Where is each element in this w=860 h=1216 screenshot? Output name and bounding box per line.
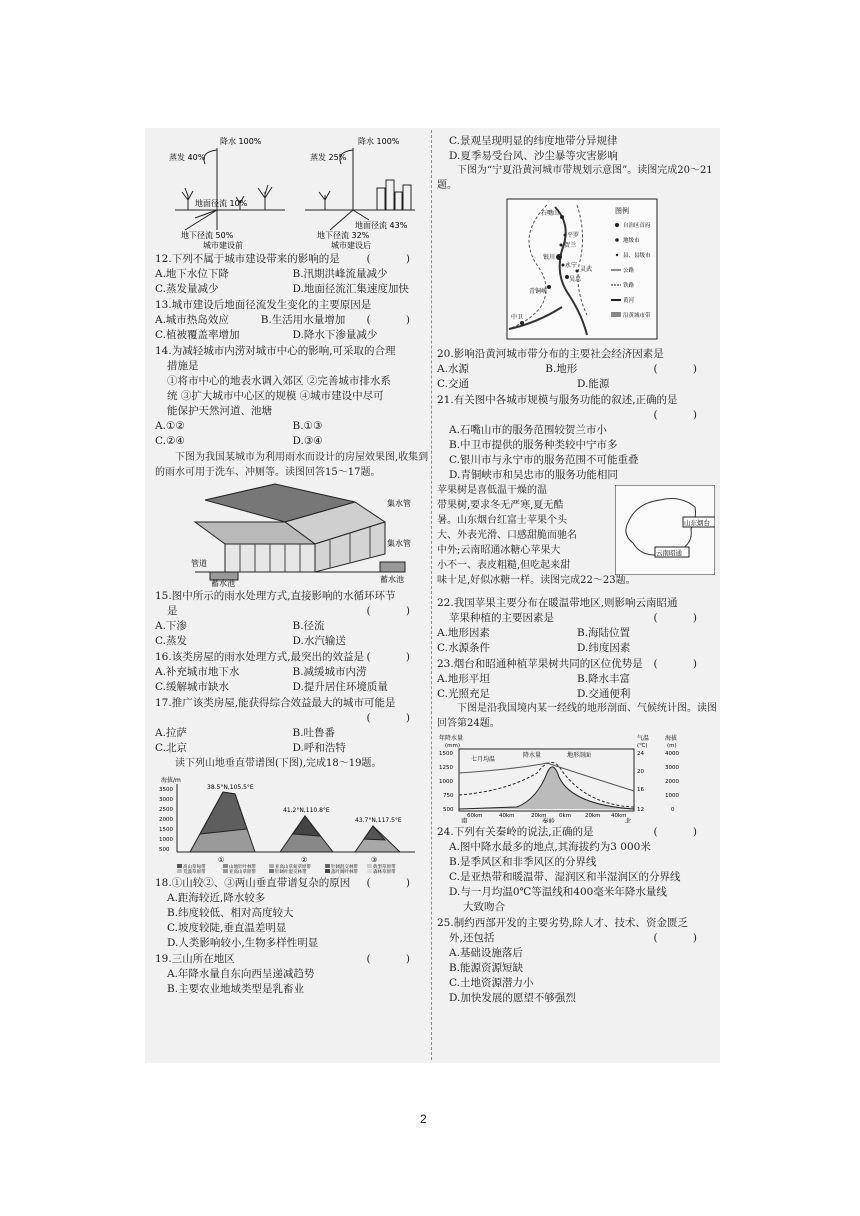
mount-legend-2: 亚高山草甸草原带 — [275, 864, 311, 870]
q21-stem: 21.有关图中各城市规模与服务功能的叙述,正确的是 — [437, 394, 678, 406]
mount-legend-5: 荒漠草原带 — [183, 869, 206, 874]
profile-rt1-2: 16 — [637, 787, 644, 793]
q16-options-row1 — [155, 665, 430, 680]
q20-option-c[interactable]: C.交通 — [437, 378, 469, 390]
map-legend-county: 县、县级市 — [623, 253, 651, 259]
map-city-lingwu: 灵武 — [580, 266, 593, 273]
label-tank-1: 蓄水池 — [211, 579, 235, 587]
q20-stem: 20.影响沿黄河城市带分布的主要社会经济因素是 ( ) — [437, 348, 713, 375]
mount-tick-4: 1500 — [159, 826, 173, 833]
profile-legend-terrain: 地形剖面 — [567, 752, 592, 759]
q20-option-d[interactable]: D.能源 — [577, 378, 610, 390]
q13-stem: 13.城市建设后地面径流发生变化的主要原因是 ( ) — [155, 299, 426, 326]
q18-option-a[interactable]: A.距海较近,降水较多 — [167, 891, 266, 904]
before-precip: 降水 100% — [220, 137, 262, 146]
q17-option-c[interactable]: C.北京 — [155, 742, 187, 754]
house-figure — [155, 482, 430, 587]
mount-legend-1: 山地针叶林带 — [229, 864, 256, 870]
profile-lt-0: 1500 — [439, 751, 453, 757]
q21-paren-line: ( ) — [653, 409, 713, 421]
q15-option-a[interactable]: A.下渗 — [155, 620, 187, 632]
q17-option-d[interactable]: D.呼和浩特 — [292, 742, 346, 754]
intro-18-19: 读下列山地垂直带谱图(下图),完成18～19题。 — [175, 758, 382, 769]
profile-elev-axis-unit: (m) — [667, 743, 677, 749]
profile-lt-3: 750 — [443, 793, 454, 799]
q24-option-d-cont: 大致吻合 — [463, 901, 505, 913]
q19-option-a[interactable]: A.年降水量自东向西呈递减趋势 — [167, 967, 315, 980]
apple-passage — [437, 483, 636, 588]
q12-stem: 12.下列不属于城市建设带来的影响的是 ( ) — [155, 253, 426, 265]
q20-option-b[interactable]: B.地形 — [545, 363, 578, 375]
mount-2-number: ② — [301, 855, 308, 864]
ningxia-map-figure — [437, 195, 717, 345]
q15-options-row2 — [155, 634, 430, 649]
q12-option-c[interactable]: C.蒸发量减少 — [155, 283, 219, 295]
q12-option-a[interactable]: A.地下水位下降 — [155, 268, 229, 280]
q21-option-c[interactable]: C.银川市与永宁市的服务范围不可能重叠 — [449, 454, 639, 466]
mount-tick-3: 2000 — [159, 816, 173, 823]
q22-options-row1 — [437, 626, 717, 641]
intro-20-21: 下图为“宁夏沿黄河城市带规划示意图”。读图完成20～21题。 — [437, 165, 713, 191]
map-city-yinchuan: 银川 — [543, 254, 556, 261]
q15-stem: 15.图中所示的雨水处理方式,直接影响的水循环环节 — [155, 590, 396, 602]
q14-option-b[interactable]: B.①③ — [292, 420, 323, 432]
mount-yaxis-label: 海拔/m — [161, 776, 181, 784]
q17-option-a[interactable]: A.拉萨 — [155, 727, 187, 739]
q13-options-row1 — [155, 313, 366, 328]
q15-stem-cont: 是 ( ) — [167, 605, 426, 617]
mount-tick-0: 3500 — [159, 786, 173, 793]
q17-options-row1 — [155, 726, 430, 741]
q23-options-row1 — [437, 672, 717, 687]
profile-xb-3: 0km — [559, 813, 572, 819]
q17-stem: 17.推广该类房屋,能获得综合效益最大的城市可能是 — [155, 697, 396, 709]
q22-stem: 22.我国苹果主要分布在暖温带地区,则影响云南昭通 — [437, 597, 678, 609]
after-ground: 地下径流 32% — [317, 231, 370, 240]
apple-line-1: 带果树,要求冬无严寒,夏无酷 — [437, 500, 564, 511]
profile-qinling: 秦岭 — [542, 817, 555, 823]
mount-legend-9: 森林草原带 — [373, 869, 396, 874]
q12-option-d[interactable]: D.地面径流汇集速度加快 — [292, 283, 409, 295]
q23-option-a[interactable]: A.地形平坦 — [437, 673, 490, 685]
mount-legend-6: 亚高山草原带 — [229, 869, 256, 874]
mount-legend-8: 落叶阔叶林带 — [331, 869, 358, 874]
mount-legend-3: 针阔混交林带 — [331, 864, 358, 870]
profile-rt2-1: 3000 — [665, 765, 679, 771]
mount-3-coords: 43.7°N,117.5°E — [355, 816, 402, 824]
q23-option-b[interactable]: B.降水丰富 — [577, 673, 631, 685]
q23-options-row2 — [437, 687, 717, 702]
city-water-diagram — [155, 130, 430, 250]
map-city-qingtongxia: 青铜峡 — [529, 288, 548, 295]
q16-option-b[interactable]: B.减缓城市内涝 — [292, 666, 367, 678]
qinling-profile-chart — [437, 733, 717, 823]
profile-lt-2: 1000 — [439, 779, 453, 785]
q22-option-d[interactable]: D.纬度因素 — [577, 642, 631, 654]
profile-rt2-2: 2000 — [665, 779, 679, 785]
page-number: 2 — [420, 1112, 427, 1126]
q17-options-row2 — [155, 741, 430, 756]
q20-options-row2 — [437, 377, 717, 392]
q12-options-row1 — [155, 267, 430, 282]
q24-option-c[interactable]: C.是亚热带和暖温带、湿润区和半湿润区的分界线 — [449, 871, 681, 883]
q12-options-row2 — [155, 282, 430, 297]
q16-options-row2 — [155, 680, 430, 695]
q23-stem: 23.烟台和昭通种植苹果树共同的区位优势是 ( ) — [437, 658, 713, 670]
column-divider — [431, 130, 432, 1060]
profile-xb-1: 40km — [499, 813, 515, 819]
left-column — [155, 128, 430, 997]
apple-line-3: 大、外表光滑、口感甜脆而驰名 — [437, 530, 577, 541]
profile-left-axis-title: 年降水量 — [439, 735, 464, 742]
mount-legend-7: 针阔叶混交林带 — [275, 869, 307, 874]
map-legend-river: 黄河 — [623, 298, 635, 304]
map-city-helan: 贺兰 — [564, 242, 577, 249]
china-map — [615, 485, 715, 575]
profile-rt1-0: 24 — [637, 751, 644, 757]
mount-1-number: ① — [218, 855, 225, 864]
q15-option-c[interactable]: C.蒸发 — [155, 635, 187, 647]
q15-option-d[interactable]: D.水汽输送 — [292, 635, 346, 647]
profile-temp-axis-unit: (℃) — [637, 743, 648, 749]
mountain-figure — [155, 774, 430, 874]
map-legend-belt: 沿黄城市带 — [623, 313, 651, 319]
profile-rt2-4: 0 — [671, 807, 675, 813]
q25-option-b[interactable]: B.能源资源短缺 — [449, 962, 524, 974]
mount-1-coords: 38.5°N,105.5°E — [207, 783, 254, 791]
q14-options-row2 — [155, 434, 430, 449]
label-collect-pipe-1: 集水管 — [387, 499, 411, 508]
q22-option-c[interactable]: C.水源条件 — [437, 642, 490, 654]
apple-line-5: 小不一、表皮粗糙,但吃起来甜 — [437, 560, 571, 571]
q21-option-a[interactable]: A.石嘴山市的服务范围较贺兰市小 — [449, 424, 607, 436]
mountain-zonation-diagram — [155, 774, 430, 874]
q13-option-a[interactable]: A.城市热岛效应 — [155, 314, 229, 326]
q25-stem-cont: 外,还包括 ( ) — [449, 932, 713, 944]
profile-south: 南 — [461, 817, 468, 823]
q19-option-c[interactable]: C.景观呈现明显的纬度地带分异规律 — [449, 135, 618, 147]
profile-lt-1: 1250 — [439, 765, 453, 771]
apple-line-4: 中外;云南昭通冰糖心苹果大 — [437, 545, 561, 556]
q24-option-b[interactable]: B.是季风区和非季风区的分界线 — [449, 856, 597, 868]
profile-rt2-0: 4000 — [665, 751, 679, 757]
apple-section — [437, 483, 717, 595]
right-column — [437, 128, 717, 1006]
label-shandong-yantai: 山东烟台 — [684, 519, 710, 527]
q15-options-row1 — [155, 619, 430, 634]
q14-item-line2: 统 ③扩大城市中心区的规模 ④城市建设中尽可 — [167, 390, 384, 402]
q25-option-c[interactable]: C.土地资源潜力小 — [449, 977, 534, 989]
label-pipe: 管道 — [191, 559, 207, 568]
q22-option-b[interactable]: B.海陆位置 — [577, 627, 631, 639]
profile-xb-4: 20km — [585, 813, 601, 819]
map-legend-road: 公路 — [623, 268, 635, 274]
mount-legend-0: 高山草甸带 — [183, 864, 206, 870]
mount-tick-6: 500 — [159, 846, 170, 853]
q14-option-c[interactable]: C.②④ — [155, 435, 185, 447]
apple-line-6: 味十足,好似冰糖一样。读图完成22～23题。 — [437, 575, 636, 586]
q19-stem: 19.三山所在地区 ( ) — [155, 952, 426, 965]
q15-option-b[interactable]: B.径流 — [292, 620, 325, 632]
intro-24: 下图是沿我国境内某一经线的地形剖面、气候统计图。读图回答第24题。 — [437, 703, 717, 729]
map-city-yongning: 永宁 — [565, 262, 578, 269]
apple-line-2: 暑。山东烟台红富士苹果个头 — [437, 515, 567, 526]
q18-option-d[interactable]: D.人类影响较小,生物多样性明显 — [167, 936, 319, 949]
q18-stem: 18.①山较②、③两山垂直带谱复杂的原因 ( ) — [155, 876, 426, 889]
after-surface: 地面径流 43% — [355, 221, 408, 230]
q24-option-d[interactable]: D.与一月均温0℃等温线和400毫米年降水量线 — [449, 886, 667, 898]
mount-tick-1: 3000 — [159, 796, 173, 803]
mount-2-coords: 41.2°N,110.8°E — [283, 806, 330, 814]
q14-options-row1 — [155, 419, 430, 434]
mount-tick-5: 1000 — [159, 836, 173, 843]
q20-options-row1 — [437, 362, 653, 377]
profile-figure — [437, 733, 717, 823]
q12-option-b[interactable]: B.汛期洪峰流量减少 — [292, 268, 388, 280]
map-legend-capital: 自治区首府 — [623, 223, 651, 229]
q24-option-a[interactable]: A.图中降水最多的地点,其海拔约为3 000米 — [449, 841, 651, 853]
q18-option-c[interactable]: C.坡度较陡,垂直温差明显 — [167, 921, 287, 934]
map-city-shizuishan: 石嘴山 — [541, 210, 560, 217]
q13-options-row2 — [155, 328, 430, 343]
profile-xb-0: 60km — [467, 813, 483, 819]
q25-option-a[interactable]: A.基础设施落后 — [449, 947, 523, 959]
q14-stem: 14.为减轻城市内涝对城市中心的影响,可采取的合理 — [155, 345, 396, 357]
map-city-zhongwei: 中卫 — [511, 314, 524, 321]
profile-rt1-3: 12 — [637, 807, 644, 813]
q20-option-a[interactable]: A.水源 — [437, 363, 469, 375]
mount-3-number: ③ — [371, 855, 378, 864]
profile-temp-axis-title: 气温 — [637, 735, 650, 742]
profile-xb-5: 40km — [611, 813, 627, 819]
after-evap: 蒸发 25% — [310, 153, 347, 162]
q16-option-c[interactable]: C.缓解城市缺水 — [155, 681, 229, 693]
label-yunnan-zhaotong: 云南昭通 — [656, 549, 682, 557]
profile-left-axis-unit: (mm) — [445, 743, 461, 749]
before-caption: 城市建设前 — [203, 241, 243, 250]
q23-option-d[interactable]: D.交通便利 — [577, 688, 631, 700]
after-precip: 降水 100% — [358, 137, 400, 146]
q18-option-b[interactable]: B.纬度较低、相对高度较大 — [167, 906, 294, 919]
q22-options-row2 — [437, 641, 717, 656]
q21-option-d[interactable]: D.青铜峡市和吴忠市的服务功能相同 — [449, 469, 618, 481]
house-diagram — [155, 482, 430, 587]
profile-north: 北 — [625, 817, 632, 823]
q17-option-b[interactable]: B.吐鲁番 — [292, 727, 336, 739]
profile-legend-july-temp: 七月均温 — [471, 756, 496, 763]
q16-option-a[interactable]: A.补充城市地下水 — [155, 666, 240, 678]
q14-option-d[interactable]: D.③④ — [292, 435, 323, 447]
map-legend-title: 图例 — [615, 207, 629, 215]
exam-page — [145, 128, 720, 1063]
profile-rt2-3: 1000 — [665, 793, 679, 799]
ningxia-map — [437, 195, 717, 345]
apple-line-0: 苹果树是喜低温干燥的温 — [437, 485, 547, 496]
q24-stem: 24.下列有关秦岭的说法,正确的是 ( ) — [437, 826, 713, 838]
mount-tick-2: 2500 — [159, 806, 173, 813]
q13-option-d[interactable]: D.降水下渗量减少 — [292, 329, 378, 341]
q13-option-b[interactable]: B.生活用水量增加 — [260, 314, 346, 326]
q25-stem: 25.制约西部开发的主要劣势,除人才、技术、资金匮乏 — [437, 917, 689, 929]
q13-option-c[interactable]: C.植被覆盖率增加 — [155, 329, 240, 341]
label-collect-pipe-2: 集水管 — [387, 539, 411, 548]
q14-stem-cont: 措施是 — [167, 360, 199, 372]
q21-option-b[interactable]: B.中卫市提供的服务种类较中宁市多 — [449, 439, 618, 451]
before-evap: 蒸发 40% — [169, 153, 206, 162]
q25-option-d[interactable]: D.加快发展的愿望不够强烈 — [449, 992, 576, 1004]
before-surface: 地面径流 10% — [195, 199, 248, 208]
q23-option-c[interactable]: C.光照充足 — [437, 688, 490, 700]
q19-option-b[interactable]: B.主要农业地域类型是乳畜业 — [167, 982, 305, 995]
q16-stem: 16.该类房屋的雨水处理方式,最突出的效益是 ( ) — [155, 651, 426, 663]
q14-item-line3: 能保护天然河道、池塘 — [167, 405, 272, 417]
q17-paren-line: ( ) — [366, 712, 426, 724]
before-ground: 地下径流 50% — [181, 231, 234, 240]
map-legend-rail: 铁路 — [623, 283, 635, 289]
label-tank-2: 蓄水池 — [380, 575, 404, 584]
after-caption: 城市建设后 — [331, 241, 371, 250]
q14-item-line1: ①将市中心的地表水调入郊区 ②完善城市排水系 — [167, 375, 391, 387]
q16-option-d[interactable]: D.提升居住环境质量 — [292, 681, 388, 693]
profile-xb-2: 20km — [531, 813, 547, 819]
profile-elev-axis-title: 海拔 — [665, 735, 678, 742]
q14-option-a[interactable]: A.①② — [155, 420, 185, 432]
city-water-figure — [155, 130, 430, 250]
profile-lt-4: 500 — [443, 807, 454, 813]
map-city-wuzhong: 吴忠 — [569, 276, 582, 283]
profile-rt1-1: 20 — [637, 769, 644, 775]
q22-option-a[interactable]: A.地形因素 — [437, 627, 490, 639]
map-city-pingluo: 平罗 — [567, 232, 580, 239]
profile-legend-precip: 降水量 — [523, 752, 542, 759]
q19-option-d[interactable]: D.夏季易受台风、沙尘暴等灾害影响 — [449, 150, 618, 162]
mount-legend-4: 典型草原带 — [373, 864, 396, 870]
q22-stem-cont: 苹果种植的主要因素是 ( ) — [449, 612, 713, 624]
map-legend-prefecture: 地级市 — [623, 238, 640, 244]
intro-15-17: 下图为我国某城市为利用雨水而设计的房屋效果图,收集到的雨水可用于洗车、冲厕等。读图回答15～17题。 — [155, 452, 429, 478]
